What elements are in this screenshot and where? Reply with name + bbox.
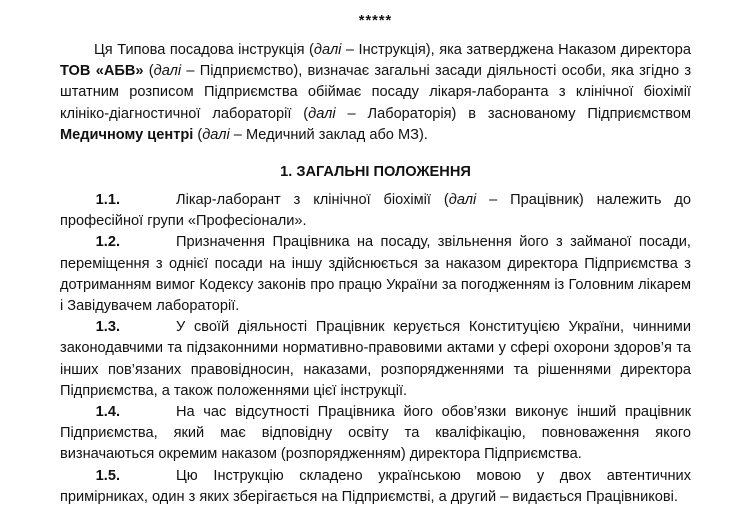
intro-text-5: – Лабораторія) в заснованому Підприємством xyxy=(335,105,691,122)
intro-text-3: ( xyxy=(143,63,154,80)
clause-text: На час відсутності Працівника його обов’язки виконує інший працівник Підприємства, який має відповідну освіту та кваліфікацію, повноваження якого визначаються окремим наказом (розпорядженням) директора Підприємства. xyxy=(60,404,691,463)
clause-dali: далі xyxy=(448,192,477,209)
intro-text-2: – Інструкція), яка затверджена Наказом директора xyxy=(341,42,691,58)
clause-text: У своїй діяльності Працівник керується Конституцією України, чинними законодавчими та підзаконними нормативно-правовими актами у сфері охорони здоров’я та інших пов’язаних правовідносин, наказами, розпорядженнями та рішеннями директора Підприємства, а також положеннями цієї інструкції. xyxy=(60,319,691,399)
clause-text-after: – Працівник) належить до професійної групи «Професіонали». xyxy=(60,192,691,230)
intro-text-1: Ця Типова посадова інструкція ( xyxy=(94,42,314,58)
intro-paragraph xyxy=(60,40,691,146)
clause-1-4 xyxy=(60,402,691,466)
clause-number: 1.4. xyxy=(95,404,120,421)
clause-number: 1.3. xyxy=(95,319,120,336)
company-name: ТОВ «АБВ» xyxy=(60,63,144,80)
intro-dali-2: далі xyxy=(153,63,182,80)
clause-number: 1.1. xyxy=(95,192,120,209)
medical-center-name: Медичному центрі xyxy=(60,126,194,143)
clause-text: Призначення Працівника на посаду, звільнення його з займаної посади, переміщення з однієї посади на іншу здійснюється за наказом директора Підприємства з дотриманням вимог Кодексу законів про працю України за погодженням із Головним лікарем і Завідувачем лабораторії. xyxy=(60,234,691,315)
clause-text-before: Лікар-лаборант з клінічної біохімії ( xyxy=(176,192,449,209)
clause-1-2 xyxy=(60,232,691,317)
clause-number: 1.2. xyxy=(95,234,120,251)
clause-1-1 xyxy=(60,190,691,232)
clause-text: Цю Інструкцію складено українською мовою у двох автентичних примірниках, один з яких зберігається на Підприємстві, а другий – видається Працівникові. xyxy=(60,467,691,505)
clause-number: 1.5. xyxy=(95,467,120,484)
intro-text-7: – Медичний заклад або МЗ). xyxy=(229,126,428,143)
separator-stars: ***** xyxy=(358,13,393,29)
clause-1-5 xyxy=(60,466,691,508)
intro-dali-3: далі xyxy=(308,105,336,122)
section-title: 1. ЗАГАЛЬНІ ПОЛОЖЕННЯ xyxy=(280,164,471,181)
intro-text-4: – Підприємство), визначає загальні засади діяльності особи, яка згідно з штатним розписом Підприємства обіймає посаду лікаря-лаборанта з клінічної біохімії клініко-діагностичної лабораторії ( xyxy=(60,63,692,122)
intro-dali-4: далі xyxy=(202,126,230,143)
intro-text-6: ( xyxy=(193,126,203,143)
clause-1-3 xyxy=(60,317,691,402)
intro-dali-1: далі xyxy=(313,42,342,58)
